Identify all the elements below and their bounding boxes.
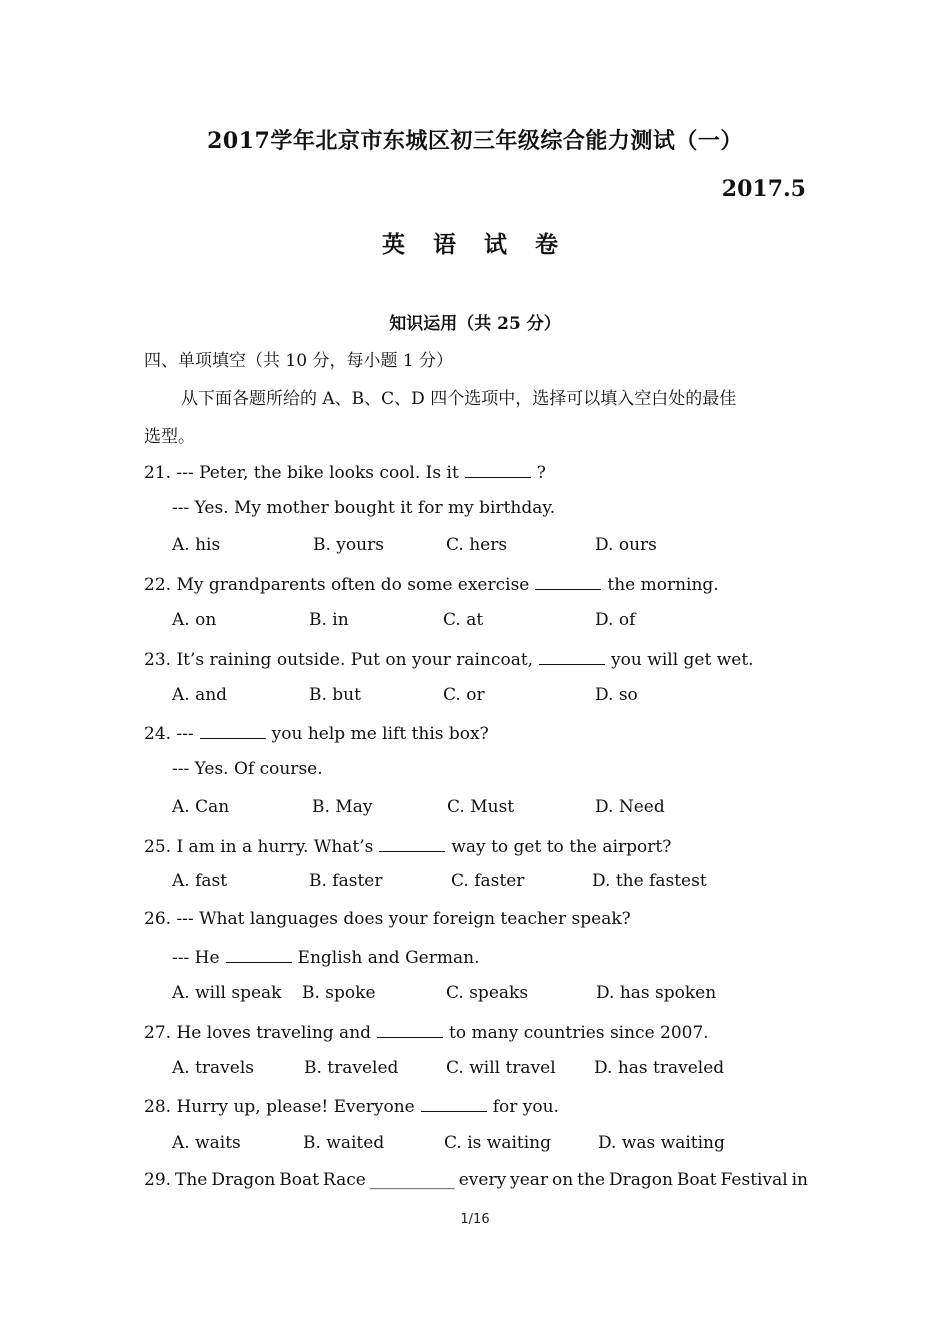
option-d: D. was waiting	[598, 1133, 725, 1153]
option-c: C. faster	[451, 871, 525, 891]
question-word: Festival	[720, 1170, 788, 1190]
question-word: year	[510, 1170, 549, 1190]
answer-blank	[226, 946, 292, 963]
option-b: B. in	[309, 610, 349, 630]
question-text: --- He	[172, 948, 220, 968]
question-text: to many countries since 2007.	[449, 1023, 709, 1043]
exam-date: 2017.5	[721, 176, 806, 202]
question-28	[144, 1095, 559, 1117]
question-text: 22. My grandparents often do some exercise	[144, 575, 530, 595]
answer-blank	[377, 1021, 443, 1038]
answer-blank	[539, 648, 605, 665]
question-24-reply: --- Yes. Of course.	[172, 759, 323, 779]
question-word: Boat	[676, 1170, 717, 1190]
instruction-line-2: 选型。	[144, 427, 195, 447]
option-a: A. on	[172, 610, 217, 630]
option-b: B. May	[312, 797, 373, 817]
question-text: for you.	[492, 1097, 559, 1117]
option-c: C. Must	[447, 797, 515, 817]
question-text: you help me lift this box?	[271, 724, 489, 744]
question-word: Dragon	[211, 1170, 276, 1190]
question-word: Boat	[279, 1170, 319, 1190]
option-d: D. has spoken	[596, 983, 717, 1003]
option-a: A. and	[172, 685, 228, 705]
question-29	[144, 1170, 808, 1190]
option-c: C. is waiting	[444, 1133, 551, 1153]
part-heading: 四、单项填空（共 10 分，每小题 1 分）	[144, 351, 454, 371]
question-word: in	[791, 1170, 808, 1190]
question-text: 25. I am in a hurry. What’s	[144, 837, 374, 857]
question-27	[144, 1021, 709, 1043]
option-a: A. fast	[172, 871, 228, 891]
section-heading: 知识运用（共 25 分）	[389, 314, 561, 334]
answer-blank	[465, 461, 531, 478]
option-c: C. at	[443, 610, 484, 630]
instruction-line-1: 从下面各题所给的 A、B、C、D 四个选项中，选择可以填入空白处的最佳	[181, 389, 737, 409]
option-b: B. faster	[309, 871, 383, 891]
question-word: every	[458, 1170, 507, 1190]
question-24	[144, 722, 489, 744]
question-text: the morning.	[607, 575, 719, 595]
answer-blank	[421, 1095, 487, 1112]
option-d: D. of	[595, 610, 636, 630]
option-b: B. spoke	[302, 983, 376, 1003]
option-b: B. traveled	[304, 1058, 399, 1078]
question-text: 23. It’s raining outside. Put on your raincoat,	[144, 650, 534, 670]
question-26-reply	[172, 946, 479, 968]
option-c: C. hers	[446, 535, 508, 555]
question-word: The	[175, 1170, 208, 1190]
exam-title: 2017学年北京市东城区初三年级综合能力测试（一）	[207, 128, 743, 154]
question-text: 24. ---	[144, 724, 194, 744]
question-text: 28. Hurry up, please! Everyone	[144, 1097, 415, 1117]
question-word: Race	[322, 1170, 366, 1190]
option-a: A. travels	[172, 1058, 255, 1078]
option-d: D. Need	[595, 797, 665, 817]
option-d: D. has traveled	[594, 1058, 725, 1078]
option-c: C. or	[443, 685, 485, 705]
question-text: way to get to the airport?	[451, 837, 672, 857]
option-b: B. yours	[313, 535, 384, 555]
option-a: A. waits	[172, 1133, 241, 1153]
option-c: C. will travel	[446, 1058, 556, 1078]
option-b: B. waited	[303, 1133, 385, 1153]
option-a: A. will speak	[172, 983, 282, 1003]
question-text: English and German.	[297, 948, 480, 968]
subject-title: 英 语 试 卷	[381, 231, 569, 258]
page-number: 1/16	[460, 1212, 490, 1227]
question-21-reply: --- Yes. My mother bought it for my birthday.	[172, 498, 556, 518]
question-word: on	[552, 1170, 574, 1190]
question-21	[144, 461, 546, 483]
option-a: A. Can	[172, 797, 230, 817]
question-word: Dragon	[608, 1170, 673, 1190]
answer-blank	[535, 573, 601, 590]
answer-blank	[200, 722, 266, 739]
question-22	[144, 573, 719, 595]
question-text: 21. --- Peter, the bike looks cool. Is it	[144, 463, 459, 483]
answer-blank: __________	[369, 1170, 455, 1190]
option-d: D. so	[595, 685, 638, 705]
question-text: 27. He loves traveling and	[144, 1023, 372, 1043]
question-23	[144, 648, 754, 670]
question-word: the	[577, 1170, 606, 1190]
question-text: you will get wet.	[611, 650, 754, 670]
option-b: B. but	[309, 685, 361, 705]
question-26: 26. --- What languages does your foreign teacher speak?	[144, 909, 631, 929]
question-25	[144, 835, 671, 857]
question-text: ?	[536, 463, 546, 483]
option-a: A. his	[172, 535, 221, 555]
option-c: C. speaks	[446, 983, 529, 1003]
question-word: 29.	[144, 1170, 172, 1190]
answer-blank	[379, 835, 445, 852]
option-d: D. ours	[595, 535, 657, 555]
option-d: D. the fastest	[592, 871, 707, 891]
